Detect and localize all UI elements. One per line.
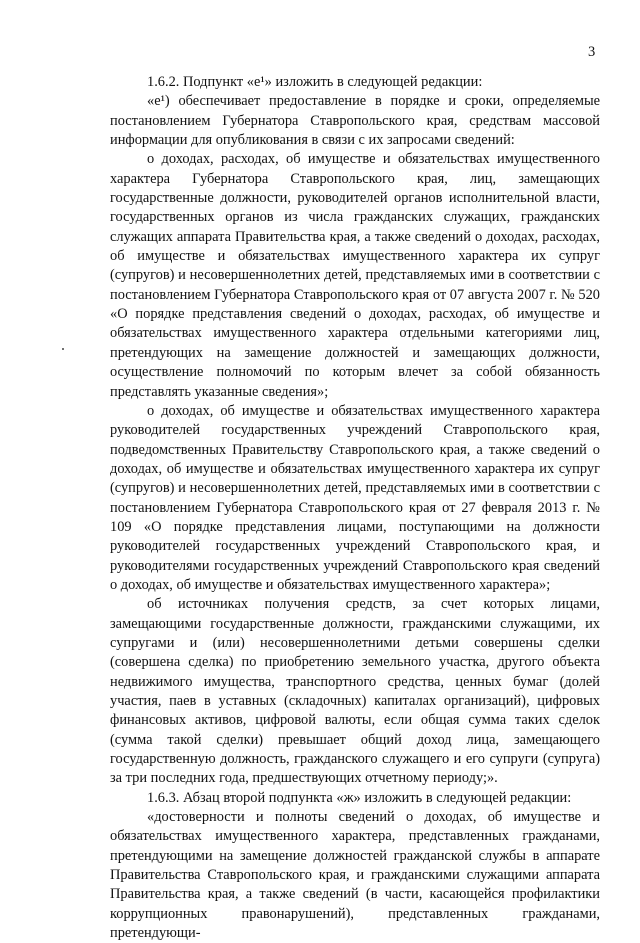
paragraph-income-institution-heads: о доходах, об имуществе и обязательствах имущественного характера руководителей государственных учреждений Ставропольского края, подведомственных Правительству Ставропольского края, а также сведений о доходах, об имуществе и обязательствах имущественного характера их супруг (супругов) и несовершеннолетних детей, представляемых ими в соответствии с постановлением Губернатора Ставропольского края от 27 февраля 2013 г. № 109 «О порядке представления лицами, поступающими на должности руководителей государственных учреждений Ставропольского края, и руководителями государственных учреждений Ставропольского края сведений о доходах, об имуществе и обязательствах имущественного характера»; [110,402,600,593]
scan-speck [62,348,64,350]
page-number: 3 [588,44,596,60]
paragraph-sources-of-funds: об источниках получения средств, за счет которых лицами, замещающими государственные должности, гражданскими служащими, их супругами и (или) несовершеннолетними детьми совершены сделки (совершена сделка) по приобретению земельного участка, другого объекта недвижимого имущества, транспортного средства, ценных бумаг (долей участия, паев в уставных (складочных) капиталах организаций), цифровых финансовых активов, цифровой валюты, если общая сумма таких сделок (сумма такой сделки) превышает общий доход лица, замещающего государственную должность, гражданского служащего и его супруги (супруга) за три последних года, предшествующих отчетному периоду;». [110,596,600,787]
paragraph-income-governor: о доходах, расходах, об имуществе и обязательствах имущественного характера Губернатора Ставропольского края, лиц, замещающих государственные должности, руководителей органов исполнительной власти, государственных органов из числа гражданских служащих, гражданских служащих аппарата Правительства края, а также сведений о доходах, расходах, об имуществе и обязательствах имущественного характера их супруг (супругов) и несовершеннолетних детей, представляемых ими в соответствии с постановлением Губернатора Ставропольского края от 07 августа 2007 г. № 520 «О порядке представления сведений о доходах, расходах, об имуществе и обязательствах имущественного характера отдельными категориями лиц, претендующих на замещение должностей и замещающих должности, осуществление полномочий по которым влечет за собой обязанность представлять указанные сведения»; [110,151,600,400]
document-body [110,73,600,943]
paragraph-reliability: «достоверности и полноты сведений о доходах, об имуществе и обязательствах имущественного характера, представленных гражданами, претендующими на замещение должностей гражданской службы в аппарате Правительства Ставропольского края, и гражданскими служащими аппарата Правительства края, а также сведений (в части, касающейся профилактики коррупционных правонарушений), представленных гражданами, претендующи- [110,809,600,942]
paragraph-1-6-2-heading: 1.6.2. Подпункт «е¹» изложить в следующей редакции: [147,74,483,90]
paragraph-1-6-3-heading: 1.6.3. Абзац второй подпункта «ж» изложить в следующей редакции: [147,789,572,806]
paragraph-e1-intro: «е¹) обеспечивает предоставление в порядке и сроки, определяемые постановлением Губернатора Ставропольского края, средствам массовой информации для опубликования в связи с их запросами сведений: [110,93,600,149]
